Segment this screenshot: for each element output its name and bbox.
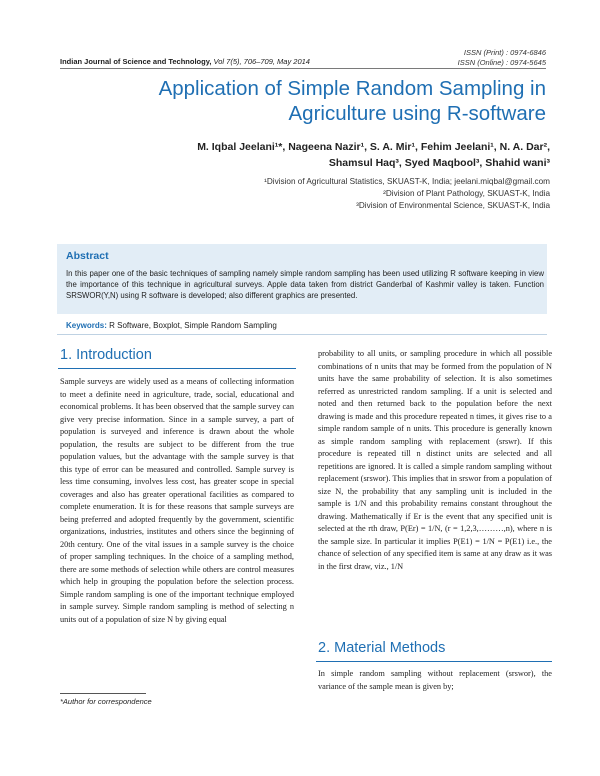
title-line-1: Application of Simple Random Sampling in	[158, 77, 546, 100]
keywords-label: Keywords:	[66, 321, 107, 330]
body-left-column	[60, 376, 294, 626]
journal-citation	[60, 57, 310, 66]
materials-text-block	[318, 668, 552, 693]
section-heading-materials: 2. Material Methods	[318, 640, 446, 656]
materials-paragraph: In simple random sampling without replacement (srswor), the variance of the sample mean is given by;	[318, 669, 552, 691]
issn-print: ISSN (Print) : 0974-6846	[463, 48, 546, 57]
footnote: *Author for correspondence	[60, 697, 152, 706]
body-right-column	[318, 348, 552, 573]
authors-line-2: Shamsul Haq³, Syed Maqbool³, Shahid wani³	[328, 156, 550, 169]
footnote-rule	[60, 693, 146, 694]
issn-online: ISSN (Online) : 0974-5645	[457, 58, 546, 67]
title-line-2: Agriculture using R-software	[288, 102, 546, 125]
issn-block	[458, 48, 546, 68]
journal-details: Vol 7(5), 706–709, May 2014	[213, 57, 310, 66]
authors-line-1: M. Iqbal Jeelani¹*, Nageena Nazir¹, S. A. Mir¹, Fehim Jeelani¹, N. A. Dar²,	[197, 141, 550, 153]
affiliation-3: ³Division of Environmental Science, SKUAST-K, India	[356, 201, 550, 210]
header-rule	[60, 68, 546, 69]
section-heading-introduction: 1. Introduction	[60, 347, 152, 363]
paper-title	[60, 76, 546, 126]
affiliation-1: ¹Division of Agricultural Statistics, SKUAST-K, India; jeelani.miqbal@gmail.com	[264, 177, 550, 186]
intro-heading-rule	[58, 368, 296, 369]
intro-paragraph-left: Sample surveys are widely used as a means of collecting information to meet a definite need in agriculture, trade, social, educational and economical problems. It has been observed that the sample survey can give very precise information. Since in a sample survey, a part of population is surveyed and inference is drawn about the whole population, the results are subject to be different from the true population values, but the advantage with the sample survey is that this type of error can be measured and controlled. Sample survey is less time consuming, involves less cost, has greater scope in special coverages and also has greater operational facilities as compared to complete enumeration. It is for these reasons that sample surveys are being preferred and adopted frequently by the government, scientific organizations, industries, institutes and others since the beginning of 20th century. One of the vital issues in a sample survey is the choice of proper sampling techniques. In the choice of a sampling method, there are some methods of selection while others are control measures which help in grouping the population before the selection process. Simple random sampling is one of the important technique employed in sample survey. Simple random sampling is method of selecting n units out of a population of size N by giving equal	[60, 377, 294, 624]
keywords-text: R Software, Boxplot, Simple Random Sampling	[109, 321, 277, 330]
abstract-text: In this paper one of the basic techniques of sampling namely simple random sampling has been used utilizing R software keeping in view the importance of this technique in agricultural surveys. Apple data taken from district Ganderbal of Kashmir valley is taken. Function SRSWOR(Y,N) using R software is developed; also different graphics are presented.	[66, 269, 544, 300]
abstract-heading: Abstract	[66, 250, 109, 262]
materials-heading-rule	[316, 661, 552, 662]
keywords	[66, 321, 277, 330]
journal-name: Indian Journal of Science and Technology,	[60, 57, 212, 66]
keywords-rule	[57, 334, 547, 335]
intro-paragraph-right: probability to all units, or sampling procedure in which all possible combinations of n units that may be formed from the population of N units have the same probability of selection. It is also sometimes referred as unrestricted random sampling. If a unit is selected and noted and then returned back to the population before the next drawing is made and this procedure repeated n times, it gives rise to a simple random sample of n units. This procedure is generally known as simple random sampling with replacement (srswr). If this procedure is repeated till n distinct units are selected and all repetitions are ignored. It is called a simple random sampling without replacement (srswor). This implies that in srswor from a population of size N, the probability that any sampling unit is included in the sample is 1/N and this probability remains constant throughout the drawing. Mathematically if Er is the event that any specified unit is selected at the rth draw, P(Er) = 1/N, (r = 1,2,3,………,n), where n is the sample size. In particular it implies P(E1) = 1/N = P(E1) i.e., the chance of selection of any specified item is same at any draw as it was in the first draw, viz., 1/N	[318, 349, 552, 571]
author-list	[60, 140, 550, 171]
affiliations	[60, 176, 550, 212]
affiliation-2: ²Division of Plant Pathology, SKUAST-K, India	[383, 189, 550, 198]
